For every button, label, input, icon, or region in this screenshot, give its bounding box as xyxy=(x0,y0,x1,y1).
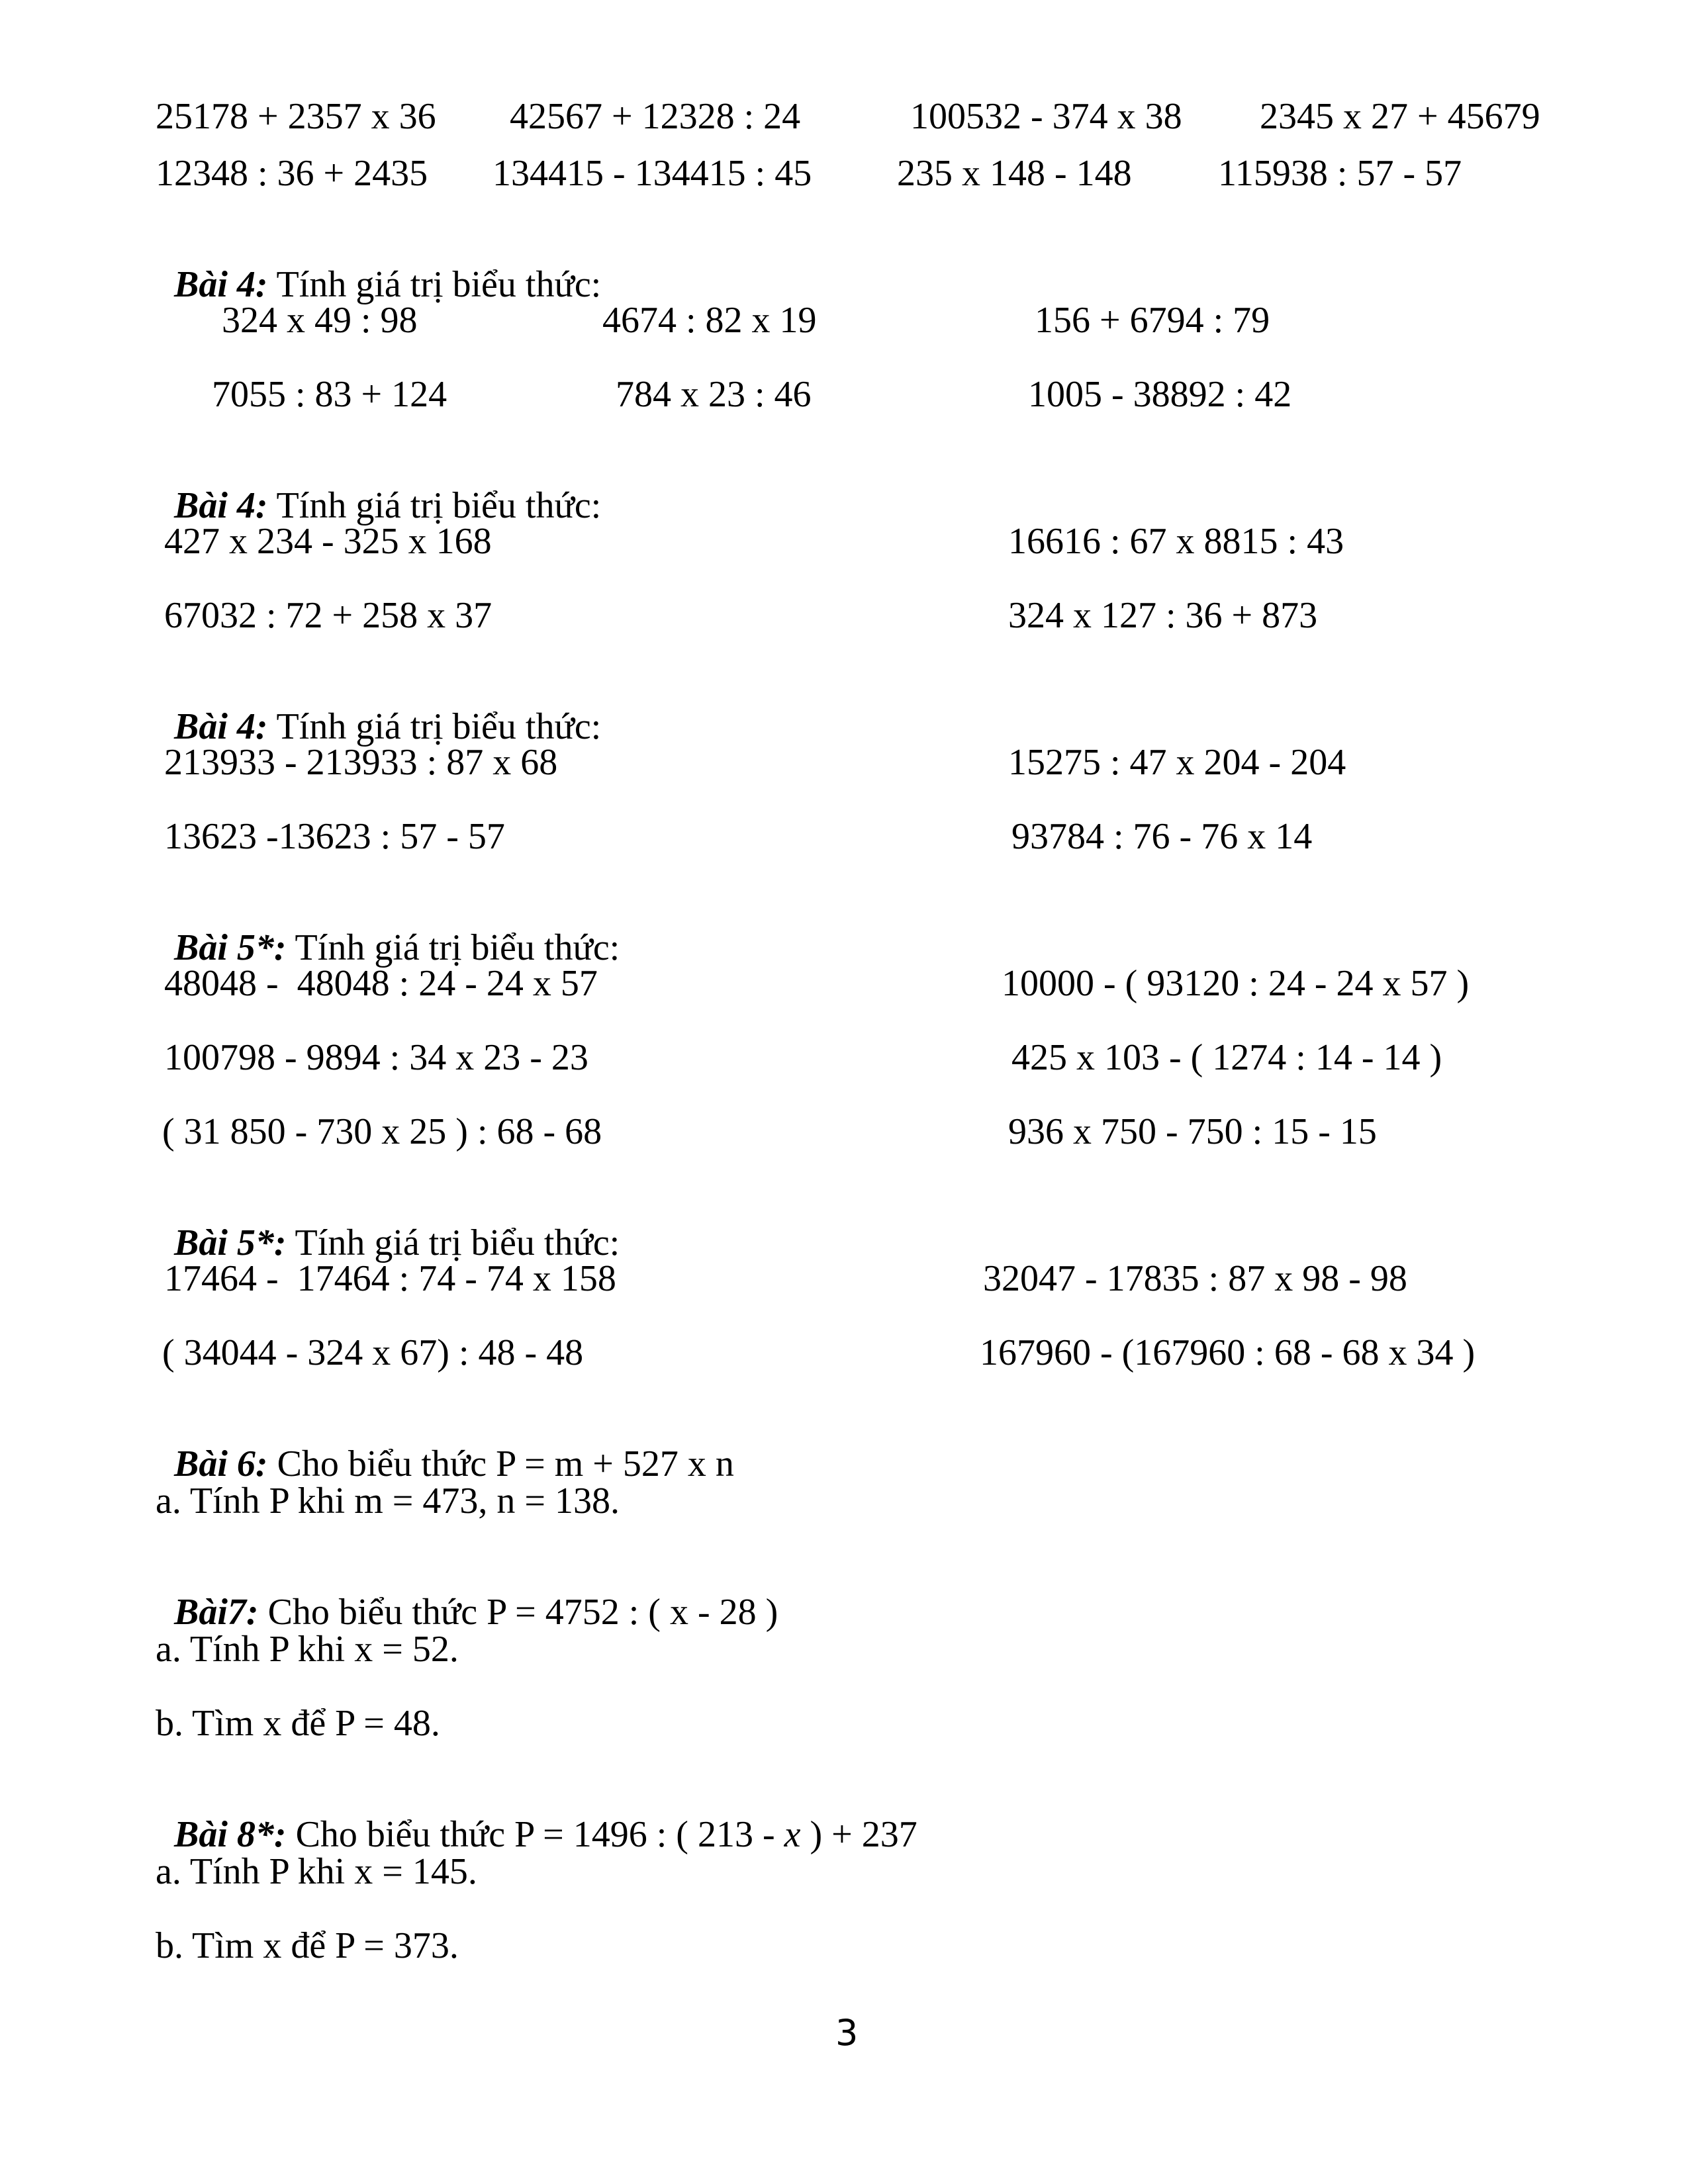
expr: 167960 - (167960 : 68 - 68 x 34 ) xyxy=(980,1332,1476,1373)
expr: ( 34044 - 324 x 67) : 48 - 48 xyxy=(162,1332,584,1373)
question-a: a. Tính P khi m = 473, n = 138. xyxy=(156,1480,620,1522)
exercise-title: Cho biểu thức P = m + 527 x n xyxy=(267,1443,734,1484)
expr: ( 31 850 - 730 x 25 ) : 68 - 68 xyxy=(162,1111,602,1152)
exercise-label: Bài 5*: xyxy=(174,927,287,968)
exercise-title: Cho biểu thức P = 1496 : ( 213 - xyxy=(286,1814,784,1855)
expr: 15275 : 47 x 204 - 204 xyxy=(1008,742,1346,783)
question-a: a. Tính P khi x = 52. xyxy=(156,1629,459,1670)
page-number: 3 xyxy=(835,2012,859,2054)
expr: 13623 -13623 : 57 - 57 xyxy=(164,816,505,857)
expr: 16616 : 67 x 8815 : 43 xyxy=(1008,521,1344,562)
expr: 1005 - 38892 : 42 xyxy=(1028,374,1292,415)
exercise-title: Tính giá trị biểu thức: xyxy=(286,927,620,968)
exercise-heading xyxy=(156,229,601,303)
exercise-label: Bài 4: xyxy=(174,706,268,747)
expr: 48048 - 48048 : 24 - 24 x 57 xyxy=(164,963,598,1004)
expr: 235 x 148 - 148 xyxy=(897,153,1132,194)
expr: 324 x 49 : 98 xyxy=(222,300,418,341)
expr: 100532 - 374 x 38 xyxy=(910,96,1182,137)
exercise-heading xyxy=(156,892,620,966)
exercise-label: Bài7: xyxy=(174,1592,259,1633)
expr: 67032 : 72 + 258 x 37 xyxy=(164,595,492,636)
variable-x: x xyxy=(784,1814,801,1855)
expr: 936 x 750 - 750 : 15 - 15 xyxy=(1008,1111,1377,1152)
exercise-heading xyxy=(156,1408,734,1482)
expr: 2345 x 27 + 45679 xyxy=(1260,96,1540,137)
exercise-heading xyxy=(156,450,601,524)
expr: 156 + 6794 : 79 xyxy=(1035,300,1270,341)
exercise-title: Tính giá trị biểu thức: xyxy=(267,485,602,526)
expr: 115938 : 57 - 57 xyxy=(1218,153,1462,194)
exercise-title: Tính giá trị biểu thức: xyxy=(286,1222,620,1263)
exercise-label: Bài 4: xyxy=(174,485,268,526)
expr: 32047 - 17835 : 87 x 98 - 98 xyxy=(983,1258,1407,1299)
expr: 12348 : 36 + 2435 xyxy=(156,153,428,194)
expr: 427 x 234 - 325 x 168 xyxy=(164,521,492,562)
expr: 17464 - 17464 : 74 - 74 x 158 xyxy=(164,1258,616,1299)
expr: 213933 - 213933 : 87 x 68 xyxy=(164,742,558,783)
expr: 42567 + 12328 : 24 xyxy=(510,96,801,137)
question-b: b. Tìm x để P = 373. xyxy=(156,1925,459,1966)
expr: 784 x 23 : 46 xyxy=(616,374,812,415)
exercise-label: Bài 5*: xyxy=(174,1222,287,1263)
exercise-title: Cho biểu thức P = 4752 : ( x - 28 ) xyxy=(258,1592,778,1633)
expr: 425 x 103 - ( 1274 : 14 - 14 ) xyxy=(1011,1037,1442,1078)
question-b: b. Tìm x để P = 48. xyxy=(156,1703,440,1744)
expr: 93784 : 76 - 76 x 14 xyxy=(1011,816,1313,857)
exercise-title: Tính giá trị biểu thức: xyxy=(267,706,602,747)
exercise-title: Tính giá trị biểu thức: xyxy=(267,264,602,305)
exercise-label: Bài 4: xyxy=(174,264,268,305)
exercise-heading xyxy=(156,1187,620,1261)
expr: 10000 - ( 93120 : 24 - 24 x 57 ) xyxy=(1002,963,1470,1004)
exercise-label: Bài 8*: xyxy=(174,1814,287,1855)
exercise-label: Bài 6: xyxy=(174,1443,268,1484)
exercise-heading xyxy=(156,1557,778,1631)
expr: 25178 + 2357 x 36 xyxy=(156,96,436,137)
exercise-heading xyxy=(156,671,601,745)
exercise-heading xyxy=(156,1779,917,1853)
expr: 324 x 127 : 36 + 873 xyxy=(1008,595,1318,636)
expr: 4674 : 82 x 19 xyxy=(602,300,817,341)
expr: 100798 - 9894 : 34 x 23 - 23 xyxy=(164,1037,588,1078)
expr: 134415 - 134415 : 45 xyxy=(492,153,812,194)
question-a: a. Tính P khi x = 145. xyxy=(156,1851,477,1892)
exercise-title-end: ) + 237 xyxy=(800,1814,917,1855)
expr: 7055 : 83 + 124 xyxy=(212,374,447,415)
